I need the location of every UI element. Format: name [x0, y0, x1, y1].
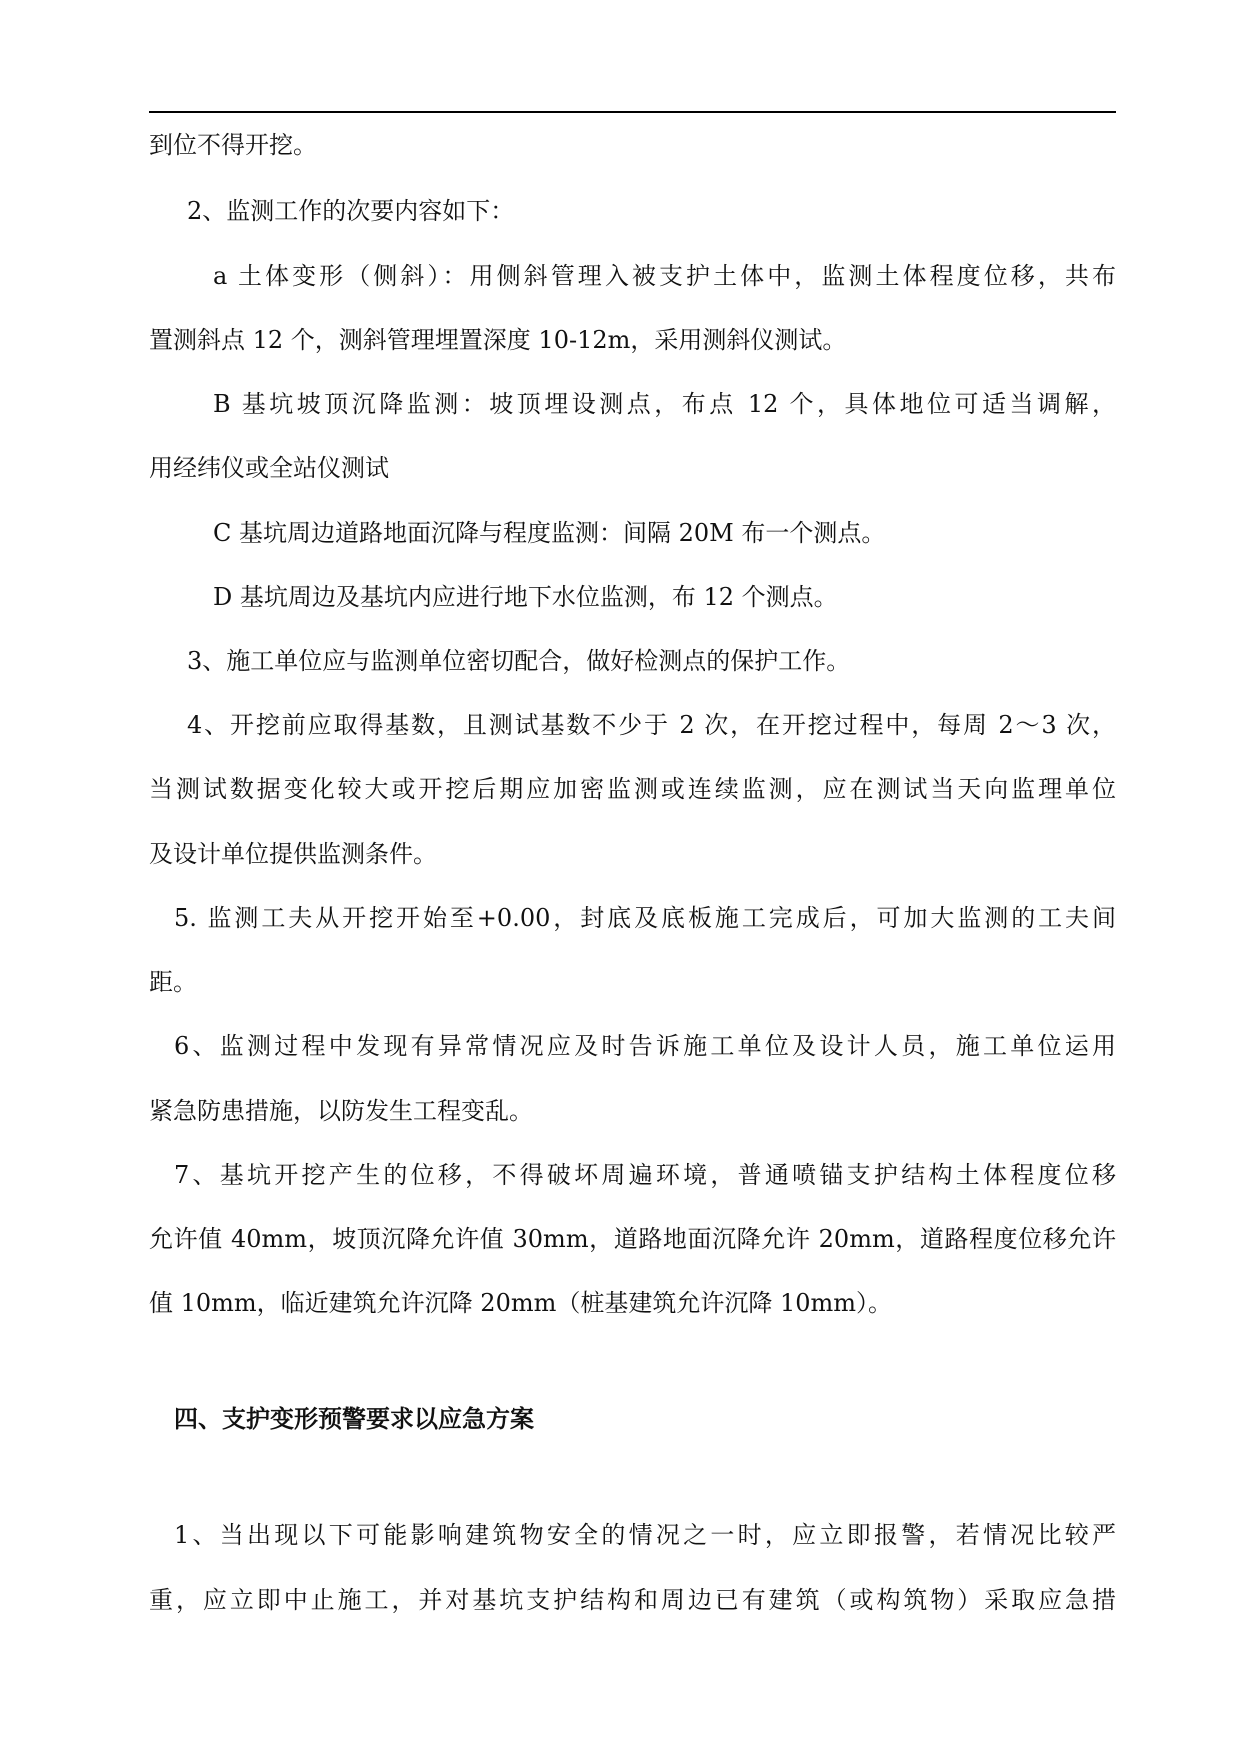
text-line: 3、施工单位应与监测单位密切配合，做好检测点的保护工作。 — [187, 647, 851, 675]
text-line: 允许值 40mm，坡顶沉降允许值 30mm，道路地面沉降允许 20mm，道路程度位移允许 — [149, 1225, 1116, 1253]
text-line: 距。 — [149, 968, 197, 996]
text-line: 紧急防患措施，以防发生工程变乱。 — [149, 1097, 533, 1125]
text-line: D 基坑周边及基坑内应进行地下水位监测，布 12 个测点。 — [213, 583, 838, 611]
text-line: C 基坑周边道路地面沉降与程度监测：间隔 20M 布一个测点。 — [213, 519, 886, 547]
text-line: 到位不得开挖。 — [149, 131, 317, 159]
text-line: 值 10mm，临近建筑允许沉降 20mm（桩基建筑允许沉降 10mm）。 — [149, 1289, 893, 1317]
text-line: 1、当出现以下可能影响建筑物安全的情况之一时，应立即报警，若情况比较严 — [174, 1521, 1116, 1549]
text-line: 6、监测过程中发现有异常情况应及时告诉施工单位及设计人员，施工单位运用 — [174, 1032, 1116, 1060]
text-line: 7、基坑开挖产生的位移，不得破坏周遍环境，普通喷锚支护结构土体程度位移 — [174, 1161, 1116, 1189]
text-line: 及设计单位提供监测条件。 — [149, 840, 437, 868]
text-line: 用经纬仪或全站仪测试 — [149, 454, 389, 482]
text-line: 置测斜点 12 个，测斜管理埋置深度 10-12m，采用测斜仪测试。 — [149, 326, 847, 354]
section-heading: 四、支护变形预警要求以应急方案 — [174, 1404, 534, 1433]
text-line: 当测试数据变化较大或开挖后期应加密监测或连续监测，应在测试当天向监理单位 — [149, 775, 1116, 803]
text-line: 重，应立即中止施工，并对基坑支护结构和周边已有建筑（或构筑物）采取应急措 — [149, 1586, 1116, 1614]
text-line: 2、监测工作的次要内容如下： — [187, 197, 515, 225]
text-line: B 基坑坡顶沉降监测：坡顶埋设测点，布点 12 个，具体地位可适当调解， — [213, 390, 1116, 418]
header-rule — [149, 111, 1116, 113]
text-line: 5. 监测工夫从开挖开始至+0.00，封底及底板施工完成后，可加大监测的工夫间 — [174, 904, 1116, 932]
text-line: a 土体变形（侧斜）：用侧斜管理入被支护土体中，监测土体程度位移，共布 — [213, 262, 1116, 290]
text-line: 4、开挖前应取得基数，且测试基数不少于 2 次，在开挖过程中，每周 2～3 次， — [187, 711, 1116, 739]
